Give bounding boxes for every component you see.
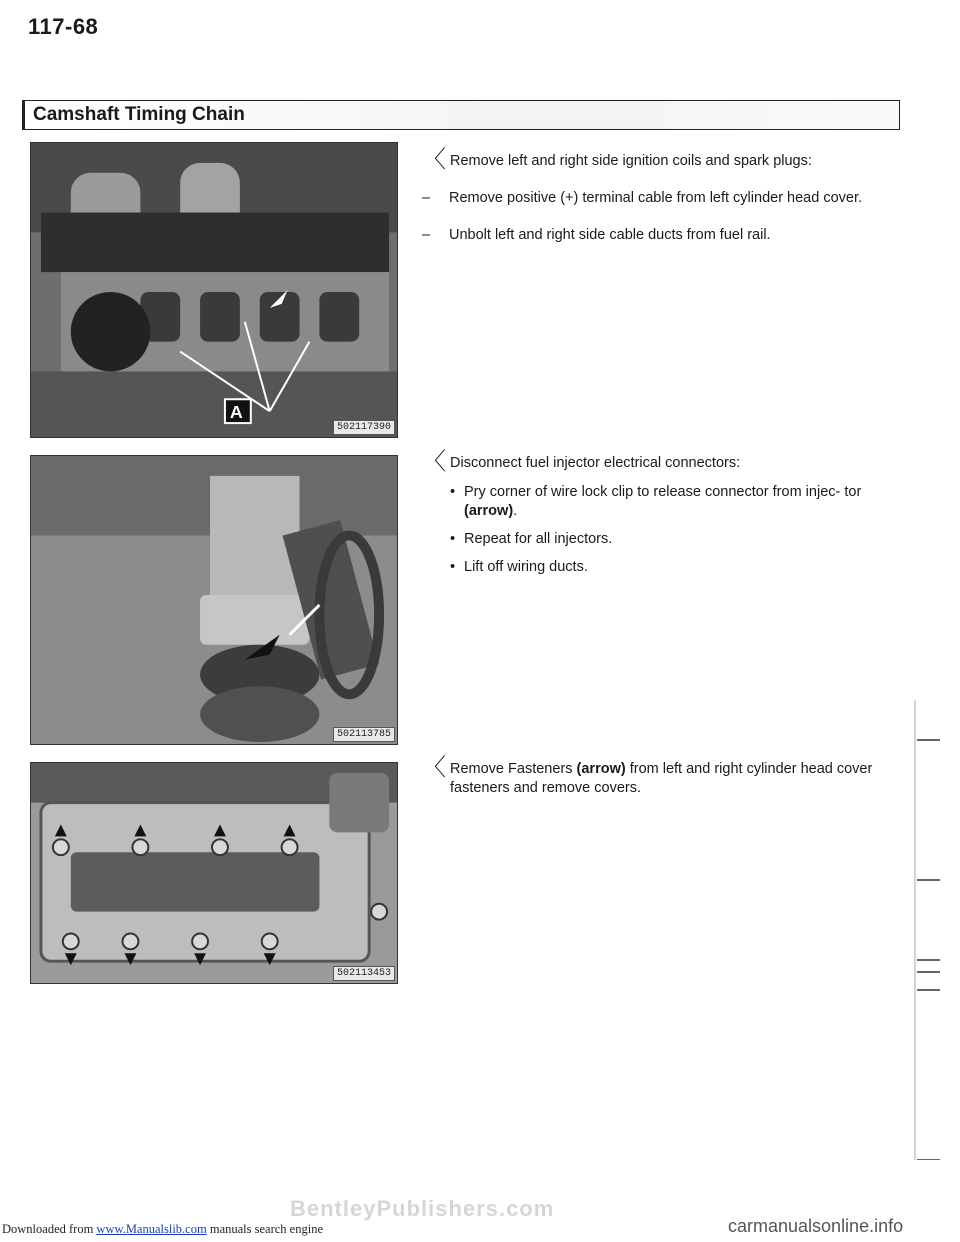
pointer-icon: 〈 <box>422 146 446 173</box>
step-item: – Unbolt left and right side cable ducts from fuel rail. <box>422 226 882 245</box>
step-lead-text: Disconnect fuel injector electrical connectors: <box>450 455 741 471</box>
watermark <box>290 1196 554 1222</box>
footer-prefix: Downloaded from <box>2 1222 97 1236</box>
bullet-text: Pry corner of wire lock clip to release connector from injec- tor <box>464 484 862 500</box>
photo-ignition-coils <box>30 142 398 438</box>
bullet-emphasis: (arrow) <box>464 503 514 519</box>
page-number: 117-68 <box>28 14 99 39</box>
bullet-text: Lift off wiring ducts. <box>464 559 588 575</box>
pointer-icon: 〈 <box>422 754 446 781</box>
photo-code: 502113453 <box>333 966 395 981</box>
svg-text:A: A <box>229 402 243 423</box>
margin-marks <box>912 700 942 1160</box>
bullet-icon: • <box>450 484 456 500</box>
step-lead-text: Remove Fasteners <box>450 761 577 777</box>
watermark-text: BentleyPublishers <box>290 1196 499 1221</box>
list-item <box>422 483 882 521</box>
photo-code: 502113785 <box>333 727 395 742</box>
footer-suffix: manuals search engine <box>206 1222 323 1236</box>
photo-fuel-injector <box>30 455 398 745</box>
watermark-sub: .com <box>498 1196 555 1221</box>
engine-ignition-coils-photo-icon <box>31 143 397 437</box>
footer <box>2 1222 323 1237</box>
bullet-list <box>422 483 882 577</box>
step-lead-text: Remove left and right side ignition coils and spark plugs: <box>450 153 812 169</box>
bullet-icon: • <box>450 559 456 575</box>
step-remove-ignition-coils <box>422 146 882 245</box>
section-header-bar <box>22 100 900 130</box>
bullet-icon: • <box>450 531 456 547</box>
fuel-injector-connector-photo-icon <box>31 456 397 744</box>
bullet-tail: . <box>513 503 518 519</box>
section-title: Camshaft Timing Chain <box>33 104 245 125</box>
list-item <box>422 558 882 577</box>
step-lead-tail: from left and right cylinder head cover fasteners and remove covers. <box>450 761 873 796</box>
step-lead <box>422 448 882 475</box>
step-lead <box>422 146 882 173</box>
pointer-icon: 〈 <box>422 448 446 475</box>
photo-cylinder-head-cover <box>30 762 398 984</box>
step-disconnect-injectors <box>422 448 882 586</box>
photo-code: 502117390 <box>333 420 395 435</box>
bullet-text: Repeat for all injectors. <box>464 531 613 547</box>
step-lead-emphasis: (arrow) <box>576 761 626 777</box>
manualslib-link[interactable]: www.Manualslib.com <box>96 1222 207 1236</box>
cylinder-head-cover-photo-icon <box>31 763 397 983</box>
step-item: – Remove positive (+) terminal cable from left cylinder head cover. <box>422 189 882 208</box>
site-watermark: carmanualsonline.info <box>728 1216 904 1236</box>
step-lead <box>422 754 882 798</box>
step-remove-fasteners <box>422 754 882 798</box>
list-item <box>422 530 882 549</box>
